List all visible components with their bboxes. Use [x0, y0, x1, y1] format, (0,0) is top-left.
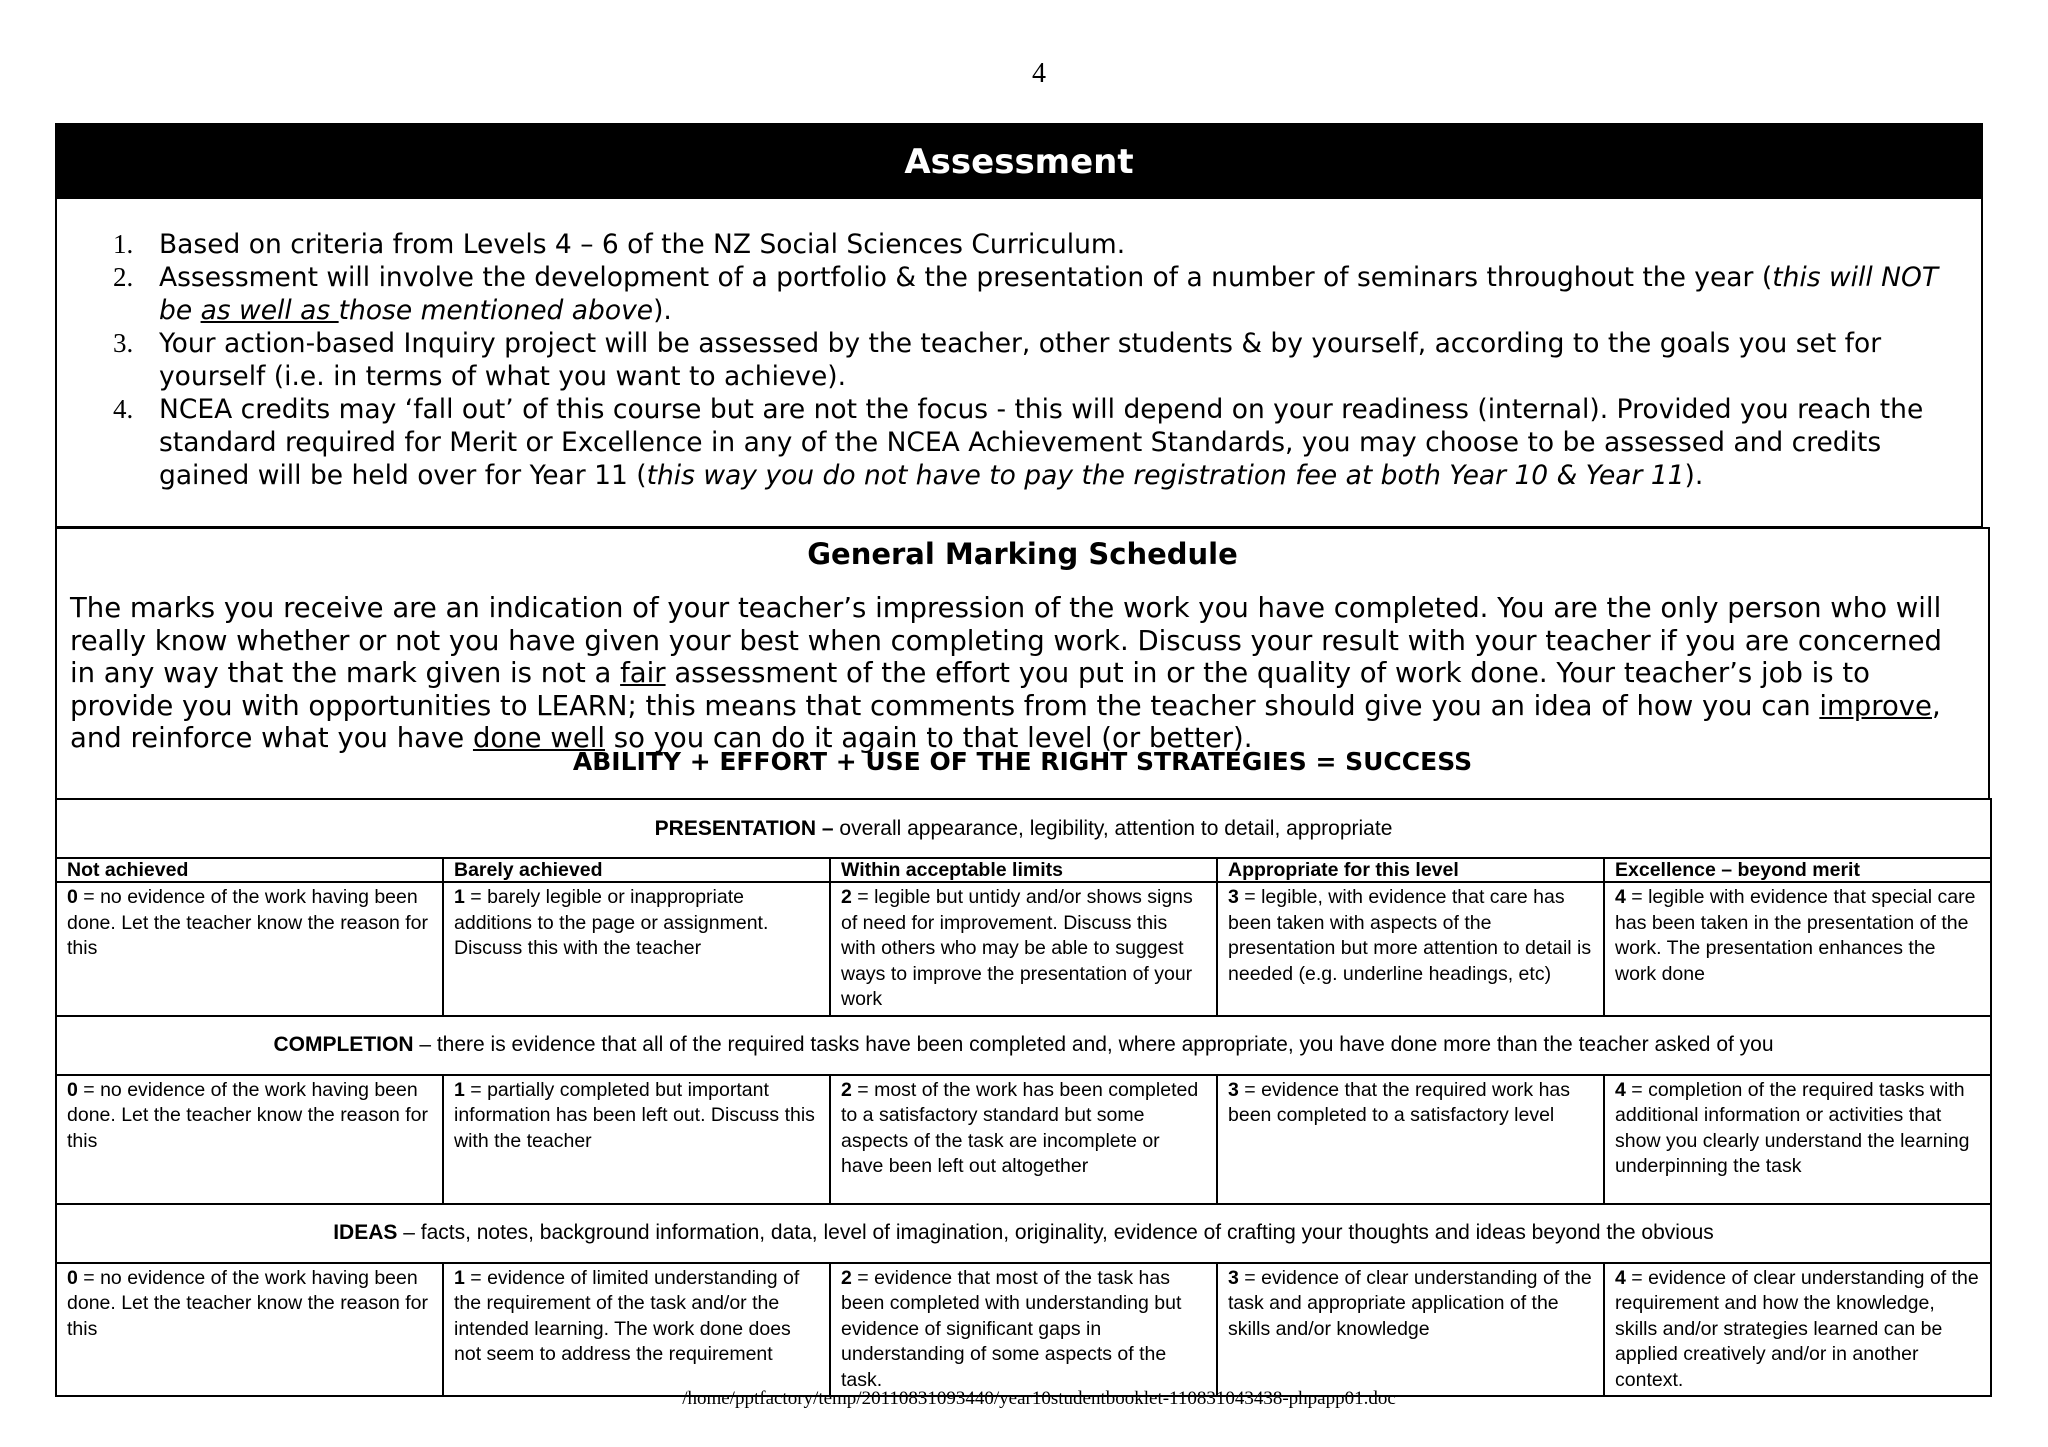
level-header-row [56, 858, 1991, 882]
score-description: = most of the work has been completed to a satisfactory standard but some aspects of the task are incomplete or have been left out altogether [841, 1078, 1199, 1177]
item-text: Assessment will involve the development of a portfolio & the presentation of a number of seminars throughout the year ( [159, 262, 1773, 293]
presentation-category [56, 799, 1991, 858]
underlined-word-fair: fair [620, 657, 666, 689]
assessment-item-4 [57, 393, 1981, 492]
item-text-end: ). [653, 295, 672, 326]
score-description: = barely legible or inappropriate additions to the page or assignment. Discuss this with the teacher [454, 886, 769, 959]
underlined-words-done-well: done well [472, 722, 606, 754]
ideas-category-row [56, 1204, 1991, 1263]
ideas-criteria-row [56, 1263, 1991, 1397]
completion-score-2 [830, 1075, 1217, 1204]
category-label: IDEAS [333, 1221, 398, 1245]
score-description: = evidence of clear understanding of the requirement and how the knowledge, skills and/or strategies learned can be applied creatively and/or in another context. [1615, 1266, 1979, 1391]
score: 4 [1615, 1078, 1626, 1101]
marking-schedule-section [55, 527, 1990, 799]
score: 0 [67, 886, 78, 908]
score: 1 [454, 1266, 465, 1289]
ideas-category [56, 1204, 1991, 1263]
paragraph-text: , and reinforce what you have [70, 689, 1941, 754]
score-description: = evidence of clear understanding of the task and appropriate application of the skills and/or knowledge [1228, 1266, 1592, 1340]
header-barely-achieved: Barely achieved [443, 858, 830, 882]
score-description: = partially completed but important information has been left out. Discuss this with the teacher [454, 1078, 815, 1152]
score: 3 [1228, 1078, 1239, 1101]
score-description: = no evidence of the work having been done. Let the teacher know the reason for this [67, 1078, 428, 1152]
assessment-list [57, 228, 1981, 492]
ideas-score-1 [443, 1263, 830, 1397]
paragraph-text: The marks you receive are an indication of your teacher’s impression of the work you have completed. You are the only person who will really know whether or not you have given your best when completing work. Discuss your result with your teacher if you are concerned in any way that the mark given is not a [70, 592, 1942, 689]
item-number: 4. [113, 394, 134, 424]
score: 2 [841, 886, 852, 908]
score: 0 [67, 1266, 78, 1289]
score-description: = legible with evidence that special care has been taken in the presentation of the work. The presentation enhances the work done [1615, 886, 1976, 985]
marking-schedule-paragraph [70, 592, 1970, 755]
score: 2 [841, 1266, 852, 1289]
score-description: = legible, with evidence that care has been taken with aspects of the presentation but more attention to detail is needed (e.g. underline headings, etc) [1228, 886, 1592, 985]
score-description: = completion of the required tasks with additional information or activities that show you clearly understand the learning underpinning the task [1615, 1078, 1970, 1177]
score-description: = no evidence of the work having been done. Let the teacher know the reason for this [67, 1266, 428, 1340]
assessment-item-2 [57, 261, 1981, 327]
presentation-category-row [56, 799, 1991, 858]
item-text: Based on criteria from Levels 4 – 6 of the NZ Social Sciences Curriculum. [159, 229, 1126, 260]
completion-score-3 [1217, 1075, 1604, 1204]
category-description: – there is evidence that all of the required tasks have been completed and, where appropriate, you have done more than the teacher asked of you [413, 1033, 1774, 1057]
success-formula: ABILITY + EFFORT + USE OF THE RIGHT STRATEGIES = SUCCESS [572, 747, 1473, 776]
score: 4 [1615, 1266, 1626, 1289]
presentation-criteria-row [56, 882, 1991, 1016]
completion-score-1 [443, 1075, 830, 1204]
score: 3 [1228, 886, 1239, 908]
score-description: = no evidence of the work having been done. Let the teacher know the reason for this [67, 886, 428, 959]
presentation-score-2 [830, 882, 1217, 1016]
score: 1 [454, 886, 465, 908]
header-appropriate-for-level: Appropriate for this level [1217, 858, 1604, 882]
score-description: = evidence that most of the task has been completed with understanding but evidence of significant gaps in understanding of some aspects of the task. [841, 1266, 1182, 1391]
category-label: COMPLETION [273, 1033, 414, 1057]
item-italic-underlined-text: as well as [200, 295, 339, 326]
score: 0 [67, 1078, 78, 1101]
category-description: overall appearance, legibility, attention to detail, appropriate [833, 816, 1393, 840]
page-number: 4 [1032, 58, 1046, 89]
item-number: 2. [113, 262, 134, 292]
assessment-title: Assessment [57, 125, 1981, 199]
presentation-score-1 [443, 882, 830, 1016]
score: 1 [454, 1078, 465, 1101]
completion-score-0 [56, 1075, 443, 1204]
ideas-score-4 [1604, 1263, 1991, 1397]
assessment-section [55, 123, 1983, 528]
item-text: NCEA credits may ‘fall out’ of this course but are not the focus - this will depend on your readiness (internal). Provided you reach the standard required for Merit or Excellence in any of the NCEA Achievement Standards, you may choose to be assessed and credits gained will be held over for Year 11 ( [159, 394, 1924, 491]
paragraph-text: so you can do it again to that level (or better). [605, 722, 1253, 754]
completion-category-row [56, 1016, 1991, 1075]
completion-score-4 [1604, 1075, 1991, 1204]
item-italic-text: this will NOT be [159, 262, 1939, 326]
header-within-acceptable-limits: Within acceptable limits [830, 858, 1217, 882]
completion-category [56, 1016, 1991, 1075]
category-label: PRESENTATION – [654, 816, 834, 840]
category-description: – facts, notes, background information, data, level of imagination, originality, evidence of crafting your thoughts and ideas beyond the obvious [397, 1221, 1714, 1245]
item-text: Your action-based Inquiry project will be assessed by the teacher, other students & by yourself, according to the goals you set for yourself (i.e. in terms of what you want to achieve). [159, 328, 1882, 392]
file-path-footer: /home/pptfactory/temp/20110831093440/year10studentbooklet-110831043438-phpapp01.doc [682, 1388, 1396, 1409]
assessment-item-1 [57, 228, 1981, 261]
presentation-score-3 [1217, 882, 1604, 1016]
presentation-score-4 [1604, 882, 1991, 1016]
marking-schedule-title: General Marking Schedule [807, 537, 1238, 571]
item-number: 3. [113, 328, 134, 358]
header-excellence: Excellence – beyond merit [1604, 858, 1991, 882]
completion-criteria-row [56, 1075, 1991, 1204]
ideas-score-0 [56, 1263, 443, 1397]
header-not-achieved: Not achieved [56, 858, 443, 882]
score: 3 [1228, 1266, 1239, 1289]
item-italic-text: this way you do not have to pay the registration fee at both Year 10 & Year 11 [646, 460, 1685, 491]
presentation-score-0 [56, 882, 443, 1016]
score: 2 [841, 1078, 852, 1101]
score-description: = evidence of limited understanding of the requirement of the task and/or the intended learning. The work done does not seem to address the requirement [454, 1266, 800, 1365]
score-description: = legible but untidy and/or shows signs of need for improvement. Discuss this with others who may be able to suggest ways to improve the presentation of your work [841, 886, 1193, 1010]
item-italic-text: those mentioned above [338, 295, 654, 326]
underlined-word-improve: improve [1819, 689, 1932, 722]
marking-rubric-table [55, 798, 1992, 1397]
assessment-item-3 [57, 327, 1981, 393]
item-number: 1. [113, 229, 134, 259]
ideas-score-2 [830, 1263, 1217, 1397]
score-description: = evidence that the required work has been completed to a satisfactory level [1228, 1078, 1571, 1126]
item-text-end: ). [1684, 460, 1704, 491]
ideas-score-3 [1217, 1263, 1604, 1397]
paragraph-text: assessment of the effort you put in or the quality of work done. Your teacher’s job is to provide you with opportunities to LEARN; this means that comments from the teacher should give you an idea of how you can [70, 657, 1870, 722]
score: 4 [1615, 886, 1626, 908]
